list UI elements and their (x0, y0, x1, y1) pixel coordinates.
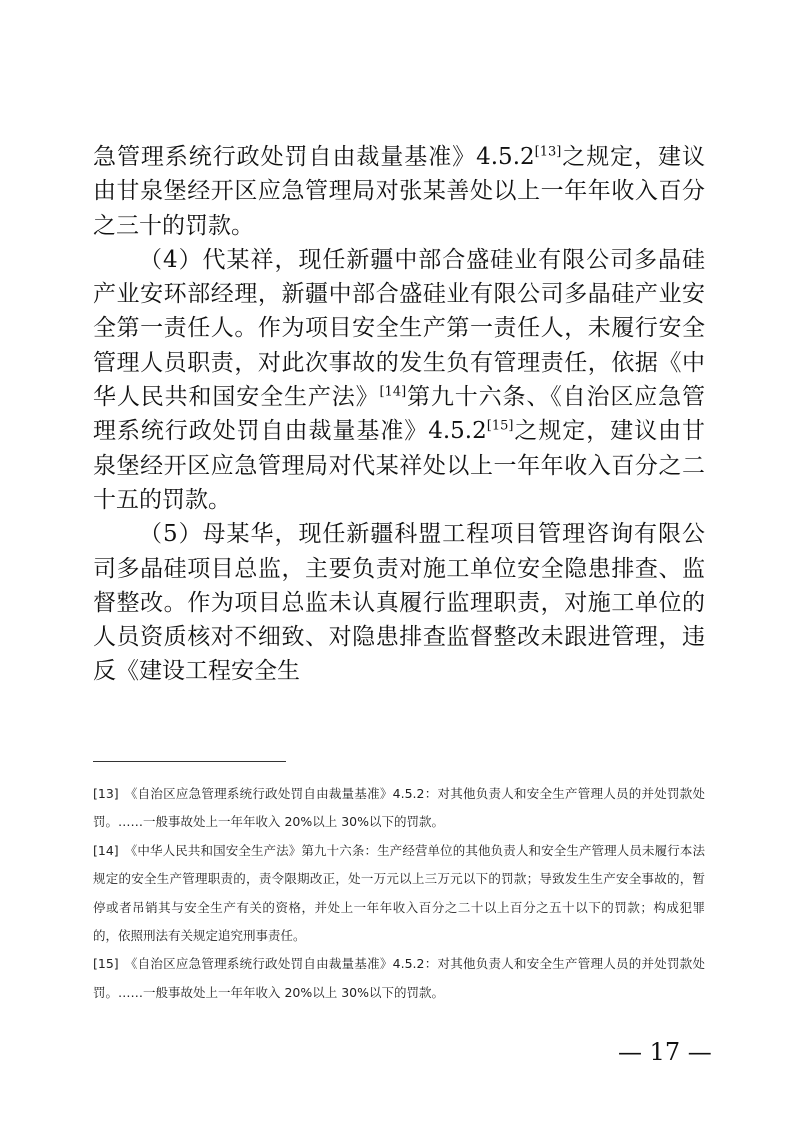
footnote-reference-15[interactable]: [15] (486, 418, 514, 434)
footnote-mark: [13] (93, 786, 119, 801)
footnote-separator (93, 761, 286, 762)
footnote-mark: [14] (93, 842, 119, 858)
footnote-14 (93, 837, 705, 951)
footnote-mark: [15] (93, 956, 119, 972)
footnote-reference-13[interactable]: [13] (534, 144, 562, 160)
paragraph-text: 之规定，建议由甘泉堡经开区应急管理局对代某祥处以上一年年收入百分之二十五的罚款。 (93, 418, 705, 513)
footnote-reference-14[interactable]: [14] (379, 384, 407, 400)
footnotes (93, 780, 705, 1007)
footnote-text: 《自治区应急管理系统行政处罚自由裁量基准》4.5.2：对其他负责人和安全生产管理人员的并处罚款处罚。……一般事故处上一年年收入 20%以上 30%以下的罚款。 (93, 786, 705, 830)
paragraph-item-4 (93, 243, 705, 517)
paragraph-item-5: （5）母某华，现任新疆科盟工程项目管理咨询有限公司多晶硅项目总监，主要负责对施工单位安全隐患排查、监督整改。作为项目总监未认真履行监理职责，对施工单位的人员资质核对不细致、对隐患排查监督整改未跟进管理，违反《建设工程安全生 (93, 521, 705, 685)
footnote-15 (93, 950, 705, 1007)
paragraph-text: 之规定，建议由甘泉堡经开区应急管理局对张某善处以上一年年收入百分之三十的罚款。 (93, 144, 705, 239)
paragraph-text: 急管理系统行政处罚自由裁量基准》4.5.2 (93, 144, 535, 170)
body-text (93, 140, 705, 689)
paragraph-text: 第九十六条、《自治区应急管理系统行政处罚自由裁量基准》4.5.2 (93, 384, 706, 445)
footnote-text: 《自治区应急管理系统行政处罚自由裁量基准》4.5.2：对其他负责人和安全生产管理人员的并处罚款处罚。……一般事故处上一年年收入 20%以上 30%以下的罚款。 (93, 956, 705, 1000)
paragraph-continuation (93, 140, 705, 243)
footnote-13 (93, 780, 705, 837)
page-number: — 17 — (618, 1038, 712, 1066)
paragraph-text: （4）代某祥，现任新疆中部合盛硅业有限公司多晶硅产业安环部经理，新疆中部合盛硅业有限公司多晶硅产业安全第一责任人。作为项目安全生产第一责任人，未履行安全管理人员职责，对此次事故的发生负有管理责任，依据《中华人民共和国安全生产法》 (93, 246, 705, 411)
footnote-text: 《中华人民共和国安全生产法》第九十六条：生产经营单位的其他负责人和安全生产管理人员未履行本法规定的安全生产管理职责的，责令限期改正，处一万元以上三万元以下的罚款；导致发生生产安全事故的，暂停或者吊销其与安全生产有关的资格，并处上一年年收入百分之二十以上百分之五十以下的罚款；构成犯罪的，依照刑法有关规定追究刑事责任。 (93, 842, 705, 944)
